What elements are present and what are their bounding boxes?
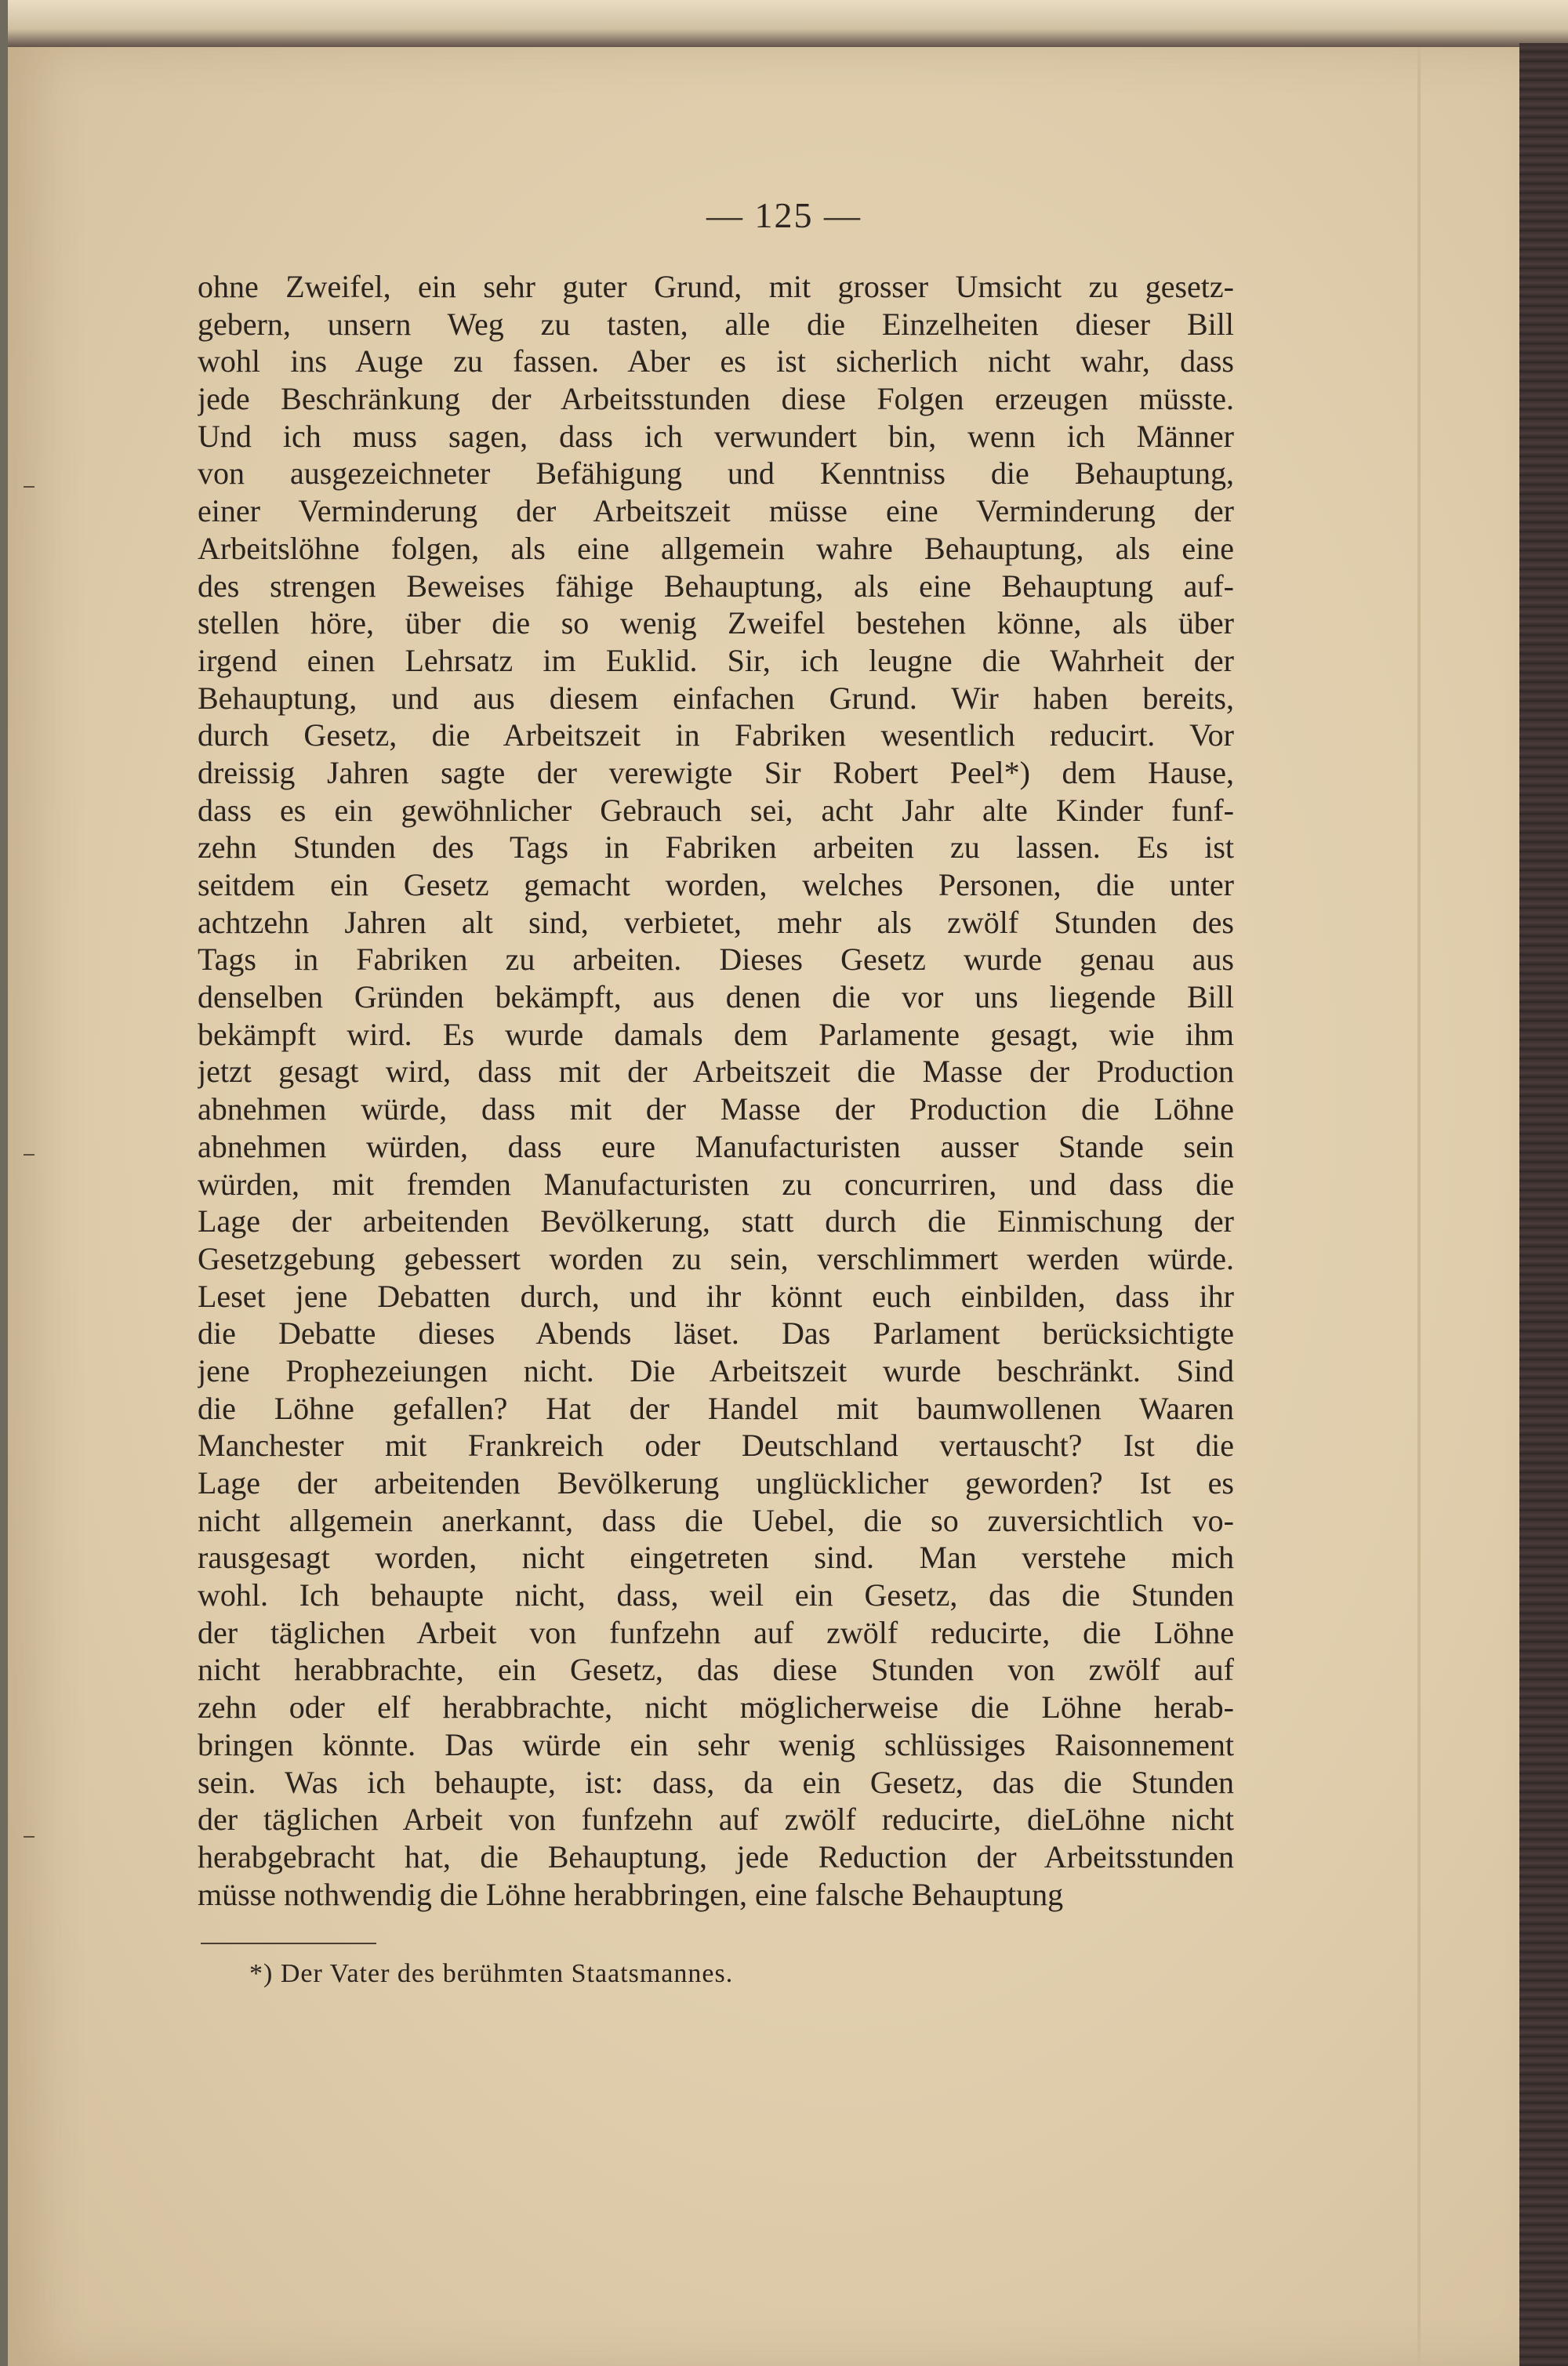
text-line: irgend einen Lehrsatz im Euklid. Sir, ich leugne die Wahrheit der [198, 642, 1234, 678]
text-line: die Debatte dieses Abends läset. Das Parlament berücksichtigte [198, 1315, 1234, 1352]
text-line: von ausgezeichneter Befähigung und Kenntniss die Behauptung, [198, 455, 1234, 492]
text-line: nicht herabbrachte, ein Gesetz, das diese Stunden von zwölf auf [198, 1652, 1234, 1688]
text-line: müsse nothwendig die Löhne herabbringen, eine falsche Behauptung [198, 1876, 1064, 1912]
footnote-rule [201, 1943, 376, 1944]
gutter-mark [24, 1836, 34, 1838]
text-line: abnehmen würden, dass eure Manufacturisten ausser Stande sein [198, 1128, 1234, 1164]
text-line: achtzehn Jahren alt sind, verbietet, mehr als zwölf Stunden des [198, 904, 1234, 940]
text-line: nicht allgemein anerkannt, dass die Uebel, die so zuversichtlich vo- [198, 1502, 1234, 1538]
text-line: Arbeitslöhne folgen, als eine allgemein wahre Behauptung, als eine [198, 530, 1234, 566]
text-line: jetzt gesagt wird, dass mit der Arbeitszeit die Masse der Production [198, 1054, 1234, 1090]
text-line: bringen könnte. Das würde ein sehr wenig schlüssiges Raisonnement [198, 1726, 1234, 1762]
text-line: Lage der arbeitenden Bevölkerung, statt durch die Einmischung der [198, 1203, 1234, 1239]
text-line: Leset jene Debatten durch, und ihr könnt euch einbilden, dass ihr [198, 1278, 1234, 1314]
text-line: jede Beschränkung der Arbeitsstunden diese Folgen erzeugen müsste. [198, 381, 1234, 417]
text-line: zehn oder elf herabbrachte, nicht möglicherweise die Löhne herab- [198, 1689, 1234, 1726]
text-line: abnehmen würde, dass mit der Masse der Production die Löhne [198, 1091, 1234, 1127]
text-line: herabgebracht hat, die Behauptung, jede Reduction der Arbeitsstunden [198, 1838, 1234, 1874]
text-line: die Löhne gefallen? Hat der Handel mit baumwollenen Waaren [198, 1390, 1234, 1426]
text-line: rausgesagt worden, nicht eingetreten sind. Man verstehe mich [198, 1540, 1234, 1576]
text-line: wohl ins Auge zu fassen. Aber es ist sicherlich nicht wahr, dass [198, 343, 1234, 379]
text-line: ohne Zweifel, ein sehr guter Grund, mit grosser Umsicht zu gesetz- [198, 269, 1234, 304]
text-line: dreissig Jahren sagte der verewigte Sir Robert Peel*) dem Hause, [198, 754, 1234, 790]
text-line: bekämpft wird. Es wurde damals dem Parlamente gesagt, wie ihm [198, 1016, 1234, 1052]
binding-strip [0, 0, 8, 2366]
text-line: Und ich muss sagen, dass ich verwundert bin, wenn ich Männer [198, 418, 1234, 454]
text-line: sein. Was ich behaupte, ist: dass, da ein Gesetz, das die Stunden [198, 1764, 1234, 1800]
text-line: würden, mit fremden Manufacturisten zu concurriren, und dass die [198, 1166, 1234, 1202]
text-line: zehn Stunden des Tags in Fabriken arbeiten zu lassen. Es ist [198, 829, 1234, 865]
text-line: denselben Gründen bekämpft, aus denen die vor uns liegende Bill [198, 979, 1234, 1015]
text-line: seitdem ein Gesetz gemacht worden, welches Personen, die unter [198, 867, 1234, 902]
text-line: durch Gesetz, die Arbeitszeit in Fabriken wesentlich reducirt. Vor [198, 717, 1234, 753]
text-line: einer Verminderung der Arbeitszeit müsse eine Verminderung der [198, 493, 1234, 529]
gutter-mark [24, 486, 34, 488]
page-edge [1417, 47, 1421, 2366]
text-line: gebern, unsern Weg zu tasten, alle die Einzelheiten dieser Bill [198, 306, 1234, 342]
text-line: Manchester mit Frankreich oder Deutschland vertauscht? Ist die [198, 1428, 1234, 1464]
gutter-mark [24, 1154, 34, 1156]
text-line: des strengen Beweises fähige Behauptung, als eine Behauptung auf- [198, 568, 1234, 604]
text-line: der täglichen Arbeit von funfzehn auf zwölf reducirte, die Löhne [198, 1614, 1234, 1650]
cover-right-edge [1519, 43, 1568, 2366]
text-line: Behauptung, und aus diesem einfachen Grund. Wir haben bereits, [198, 680, 1234, 716]
text-line: Gesetzgebung gebessert worden zu sein, verschlimmert werden würde. [198, 1240, 1234, 1276]
text-line: der täglichen Arbeit von funfzehn auf zwölf reducirte, dieLöhne nicht [198, 1802, 1234, 1838]
text-line: jene Prophezeiungen nicht. Die Arbeitszeit wurde beschränkt. Sind [198, 1352, 1234, 1388]
text-line: dass es ein gewöhnlicher Gebrauch sei, acht Jahr alte Kinder funf- [198, 792, 1234, 828]
cover-top-edge [0, 0, 1568, 49]
body-text [198, 268, 1234, 1913]
text-line: wohl. Ich behaupte nicht, dass, weil ein Gesetz, das die Stunden [198, 1577, 1234, 1613]
text-line: stellen höre, über die so wenig Zweifel bestehen könne, als über [198, 605, 1234, 641]
text-line: Lage der arbeitenden Bevölkerung unglücklicher geworden? Ist es [198, 1465, 1234, 1501]
text-line: Tags in Fabriken zu arbeiten. Dieses Gesetz wurde genau aus [198, 942, 1234, 978]
page-number: — 125 — [706, 195, 862, 235]
footnote: *) Der Vater des berühmten Staatsmannes. [249, 1959, 734, 1988]
